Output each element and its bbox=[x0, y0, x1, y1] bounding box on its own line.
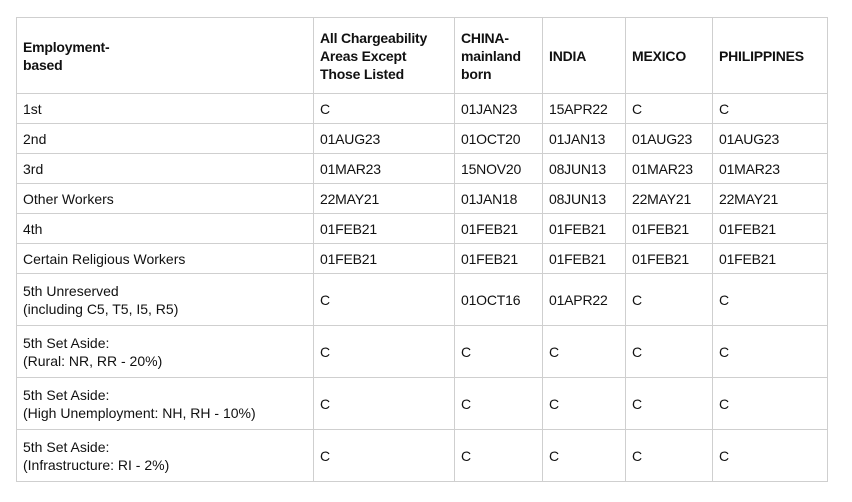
category-text-line: 5th Set Aside: bbox=[23, 438, 110, 455]
final-action-date-cell: 01FEB21 bbox=[713, 244, 828, 274]
category-cell bbox=[17, 244, 314, 274]
final-action-date-cell: 01AUG23 bbox=[314, 124, 455, 154]
category-text-line: Other Workers bbox=[23, 190, 114, 207]
final-action-date-cell: C bbox=[543, 430, 626, 482]
header-text-line: Those Listed bbox=[320, 65, 404, 82]
header-text-line: PHILIPPINES bbox=[719, 47, 804, 64]
final-action-date-cell: 01FEB21 bbox=[713, 214, 828, 244]
table-header-row bbox=[17, 18, 828, 94]
final-action-date-cell: 01MAR23 bbox=[713, 154, 828, 184]
header-text-line: based bbox=[23, 56, 63, 73]
final-action-date-cell: C bbox=[713, 326, 828, 378]
table-row bbox=[17, 326, 828, 378]
final-action-date-cell: C bbox=[543, 378, 626, 430]
header-text-line: Areas Except bbox=[320, 47, 407, 64]
table-row bbox=[17, 184, 828, 214]
header-employment-based bbox=[17, 18, 314, 94]
category-cell bbox=[17, 274, 314, 326]
final-action-date-cell: C bbox=[626, 378, 713, 430]
final-action-date-cell: 08JUN13 bbox=[543, 184, 626, 214]
final-action-date-cell: C bbox=[455, 430, 543, 482]
final-action-date-cell: 01APR22 bbox=[543, 274, 626, 326]
table-row bbox=[17, 154, 828, 184]
category-cell bbox=[17, 214, 314, 244]
final-action-date-cell: 01JAN13 bbox=[543, 124, 626, 154]
table-row bbox=[17, 430, 828, 482]
table-row bbox=[17, 244, 828, 274]
final-action-date-cell: 01FEB21 bbox=[314, 244, 455, 274]
final-action-date-cell: 01MAR23 bbox=[314, 154, 455, 184]
category-cell bbox=[17, 154, 314, 184]
category-text-line: 4th bbox=[23, 220, 43, 237]
table-row bbox=[17, 378, 828, 430]
visa-bulletin-table-container bbox=[16, 17, 828, 482]
header-text-line: born bbox=[461, 65, 492, 82]
header-text-line: INDIA bbox=[549, 47, 587, 64]
category-cell bbox=[17, 184, 314, 214]
category-text-line: 3rd bbox=[23, 160, 44, 177]
table-row bbox=[17, 94, 828, 124]
final-action-date-cell: 01FEB21 bbox=[626, 244, 713, 274]
header-text-line: CHINA- bbox=[461, 29, 509, 46]
final-action-date-cell: C bbox=[314, 94, 455, 124]
header-india bbox=[543, 18, 626, 94]
header-text-line: All Chargeability bbox=[320, 29, 428, 46]
final-action-date-cell: 22MAY21 bbox=[314, 184, 455, 214]
table-row bbox=[17, 274, 828, 326]
table-body bbox=[17, 94, 828, 482]
final-action-date-cell: 01FEB21 bbox=[314, 214, 455, 244]
final-action-date-cell: C bbox=[626, 430, 713, 482]
final-action-date-cell: C bbox=[626, 326, 713, 378]
category-cell bbox=[17, 94, 314, 124]
final-action-date-cell: C bbox=[626, 274, 713, 326]
final-action-date-cell: C bbox=[314, 430, 455, 482]
category-text-line: (Rural: NR, RR - 20%) bbox=[23, 352, 163, 369]
final-action-date-cell: 15NOV20 bbox=[455, 154, 543, 184]
final-action-date-cell: 08JUN13 bbox=[543, 154, 626, 184]
final-action-date-cell: 22MAY21 bbox=[713, 184, 828, 214]
category-cell bbox=[17, 326, 314, 378]
final-action-date-cell: 15APR22 bbox=[543, 94, 626, 124]
final-action-date-cell: 01AUG23 bbox=[626, 124, 713, 154]
employment-based-dates-table bbox=[16, 17, 828, 482]
header-mexico bbox=[626, 18, 713, 94]
final-action-date-cell: C bbox=[455, 378, 543, 430]
final-action-date-cell: C bbox=[626, 94, 713, 124]
category-text-line: (Infrastructure: RI - 2%) bbox=[23, 456, 170, 473]
final-action-date-cell: C bbox=[314, 274, 455, 326]
final-action-date-cell: 01JAN18 bbox=[455, 184, 543, 214]
category-text-line: Certain Religious Workers bbox=[23, 250, 186, 267]
category-text-line: 2nd bbox=[23, 130, 47, 147]
category-cell bbox=[17, 378, 314, 430]
header-text-line: mainland bbox=[461, 47, 521, 64]
final-action-date-cell: 01FEB21 bbox=[543, 214, 626, 244]
final-action-date-cell: 01FEB21 bbox=[543, 244, 626, 274]
final-action-date-cell: 01FEB21 bbox=[455, 214, 543, 244]
final-action-date-cell: 01OCT16 bbox=[455, 274, 543, 326]
final-action-date-cell: C bbox=[543, 326, 626, 378]
final-action-date-cell: 01FEB21 bbox=[626, 214, 713, 244]
category-text-line: 1st bbox=[23, 100, 42, 117]
table-row bbox=[17, 124, 828, 154]
category-text-line: (including C5, T5, I5, R5) bbox=[23, 300, 179, 317]
final-action-date-cell: C bbox=[314, 326, 455, 378]
header-china bbox=[455, 18, 543, 94]
final-action-date-cell: 01FEB21 bbox=[455, 244, 543, 274]
final-action-date-cell: C bbox=[455, 326, 543, 378]
header-all-chargeability bbox=[314, 18, 455, 94]
header-text-line: MEXICO bbox=[632, 47, 687, 64]
final-action-date-cell: C bbox=[713, 430, 828, 482]
final-action-date-cell: C bbox=[314, 378, 455, 430]
table-row bbox=[17, 214, 828, 244]
category-cell bbox=[17, 430, 314, 482]
final-action-date-cell: 01OCT20 bbox=[455, 124, 543, 154]
final-action-date-cell: 01JAN23 bbox=[455, 94, 543, 124]
category-text-line: 5th Set Aside: bbox=[23, 334, 110, 351]
final-action-date-cell: 22MAY21 bbox=[626, 184, 713, 214]
final-action-date-cell: C bbox=[713, 378, 828, 430]
category-cell bbox=[17, 124, 314, 154]
final-action-date-cell: 01MAR23 bbox=[626, 154, 713, 184]
final-action-date-cell: C bbox=[713, 94, 828, 124]
category-text-line: (High Unemployment: NH, RH - 10%) bbox=[23, 404, 256, 421]
header-philippines bbox=[713, 18, 828, 94]
category-text-line: 5th Set Aside: bbox=[23, 386, 110, 403]
final-action-date-cell: 01AUG23 bbox=[713, 124, 828, 154]
category-text-line: 5th Unreserved bbox=[23, 282, 119, 299]
final-action-date-cell: C bbox=[713, 274, 828, 326]
header-text-line: Employment- bbox=[23, 38, 110, 55]
